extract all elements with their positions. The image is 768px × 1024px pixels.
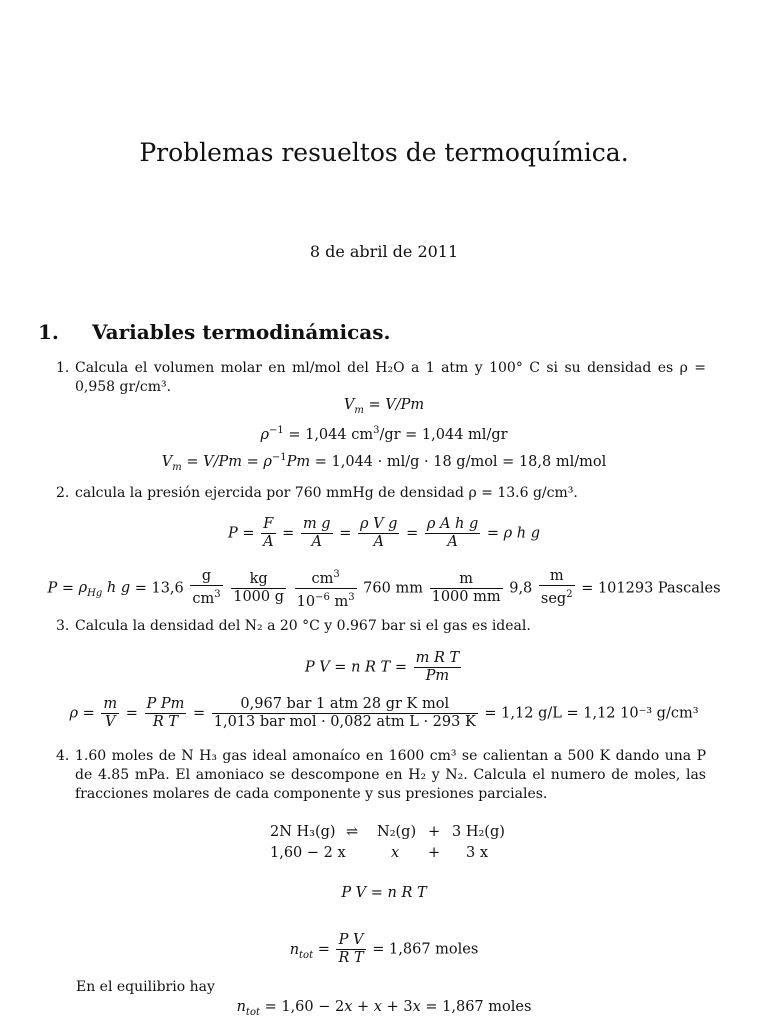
problem-4	[56, 747, 706, 804]
equation: $P = \rho_{Hg}$ h g = 13,6 $\frac{g}{cm^3}$ $\frac{kg}{1000 g}$ $\frac{cm^3}{10^{-6} m^3}$ 760 mm $\frac{m}{1000 mm}$ 9,8 $\frac{m}{seg^2}$ = 101293 Pascales	[0, 566, 768, 611]
product-n2: N₂(g)	[377, 824, 417, 840]
problem-number: 3.	[56, 618, 70, 634]
reactant-moles: 1,60 − 2 x	[270, 845, 346, 861]
result: = 1,867 moles	[372, 941, 479, 958]
problem-text: Calcula la densidad del N₂ a 20 °C y 0.967 bar si el gas es ideal.	[75, 618, 531, 634]
equilibrium-arrow: ⇌	[346, 824, 359, 840]
problem-number: 1.	[56, 360, 70, 376]
n2-moles: x	[391, 845, 400, 861]
equation: P V = n R T = $\frac{\text{m R T}}{Pm}$	[304, 650, 460, 684]
equation: $V_m = V/Pm$	[343, 397, 425, 416]
problem-text: 1.60 moles de N H₃ gas ideal amonaíco en 1600 cm³ se calientan a 500 K dando una P de 4.85 mPa. El amoniaco se descompone en H₂ y N₂. Calcula el numero de moles, las fracciones molares de cada componente y sus presiones parciales.	[75, 748, 706, 802]
problem-1	[56, 359, 706, 397]
equation: $\rho^{-1} = 1,044$ $cm^3/gr = 1,044$ ml/gr	[260, 425, 508, 443]
reactant: 2N H₃(g)	[270, 824, 336, 840]
equation: $V_m = V/Pm = \rho^{-1}Pm = 1,044 \cdot ml/g \cdot 18$ g/mol = 18,8 ml/mol	[161, 452, 607, 473]
equation: ρ = $\frac{m}{V}$ = $\frac{\text{P Pm}}{\text{R T}}$ = $\frac{\text{0,967 bar 1 atm 28 gr K mol}}{\text{1,013 bar mol · 0,082 atm L · 293 K}}$ = 1,12 g/L = 1,12 10⁻³ g/cm³	[69, 696, 699, 730]
document-title: Problemas resueltos de termoquímica.	[139, 138, 629, 167]
plus-sign: +	[428, 845, 441, 861]
h2-moles: 3 x	[466, 845, 489, 861]
document-date: 8 de abril de 2011	[309, 242, 459, 261]
equation: $n_{tot} = 1,60 - 2x + x + 3x = 1,867$ moles	[236, 999, 532, 1018]
equation: P = $\frac{F}{A}$ = $\frac{\text{m g}}{A}$ = $\frac{\text{ρ V g}}{A}$ = $\frac{\text{ρ A h g}}{A}$ = ρ h g	[227, 516, 541, 550]
result: = 1,12 g/L = 1,12 10⁻³ g/cm³	[484, 705, 699, 722]
equation: P V = n R T	[341, 885, 427, 901]
problem-3	[56, 617, 706, 636]
paragraph: En el equilibrio hay	[76, 979, 215, 995]
plus-sign: +	[428, 824, 441, 840]
result: = 101293 Pascales	[581, 580, 721, 597]
problem-number: 2.	[56, 485, 70, 501]
problem-text: calcula la presión ejercida por 760 mmHg de densidad ρ = 13.6 g/cm³.	[75, 485, 578, 501]
problem-2	[56, 484, 706, 503]
problem-number: 4.	[56, 748, 70, 764]
equation: $n_{tot}$ = $\frac{\text{P V}}{\text{R T}}$ = 1,867 moles	[289, 932, 479, 966]
section-title: Variables termodinámicas.	[92, 320, 391, 344]
product-h2: 3 H₂(g)	[452, 824, 505, 840]
section-heading	[38, 320, 390, 344]
problem-text: Calcula el volumen molar en ml/mol del H₂O a 1 atm y 100° C si su densidad es ρ = 0,958 gr/cm³.	[75, 360, 706, 395]
section-number: 1.	[38, 320, 59, 344]
